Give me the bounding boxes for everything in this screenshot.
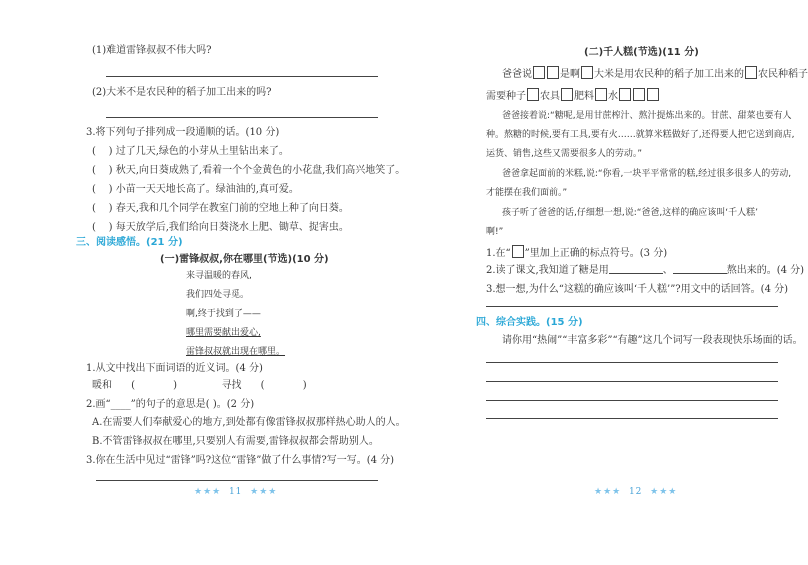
paren-close: ) [108,146,113,157]
punctuation-box[interactable] [533,66,545,79]
stars-decoration: ★★★ [194,487,222,497]
punctuation-box[interactable] [633,88,645,101]
answer-line[interactable] [96,480,378,481]
order-item [92,164,405,177]
order-item [92,145,289,158]
page-number: ★★★ 11 ★★★ [194,487,278,497]
fill-blank[interactable] [609,273,663,274]
punctuation-box[interactable] [581,66,593,79]
passage-2-line: 种。熬糖的时候,要有工具,要有火……就算米糕做好了,还得要人把它送到商店, [486,130,795,140]
poem-line: 啊,终于找到了—— [186,309,261,319]
option-b: B.不管雷锋叔叔在哪里,只要别人有需要,雷锋叔叔都会帮助别人。 [92,436,379,447]
poem-line: 我们四处寻觅。 [186,290,250,300]
reading-question-3: 3.想一想,为什么“这糕的确应该叫‘千人糕’”?用文中的话回答。(4 分) [486,284,789,295]
answer-line[interactable] [486,418,778,419]
paren-close: ) [108,222,113,233]
page-number: ★★★ 12 ★★★ [594,487,678,497]
synonym-row: 暖和 ( ) 寻找 ( ) [92,380,307,391]
fill-blank[interactable] [673,273,727,274]
order-item [92,183,299,196]
answer-line[interactable] [486,362,778,363]
answer-line[interactable] [106,117,378,118]
order-item [92,202,349,215]
paren-open: ( [92,184,96,195]
punctuation-box[interactable] [595,88,607,101]
poem-line-underlined: 哪里需要献出爱心, [186,328,261,338]
paren-open: ( [92,222,96,233]
punctuation-box[interactable] [527,88,539,101]
stars-decoration: ★★★ [650,487,678,497]
reading-question-2: 2.读了课文,我知道了糖是用 、 熬出来的。(4 分) [486,265,805,276]
order-item-text: 小苗一天天地长高了。绿油油的,真可爱。 [115,184,299,195]
passage-2-line: 孩子听了爸爸的话,仔细想一想,说:“爸爸,这样的确应该叫‘千人糕’ [502,208,759,218]
passage-2-line: 啊!” [486,227,504,237]
practice-prompt: 请你用“热闹”“丰富多彩”“有趣”这几个词写一段表现快乐场面的话。 [502,335,803,346]
order-item-text: 每天放学后,我们给向日葵浇水上肥、锄草、捉害虫。 [115,222,349,233]
passage-2-line: 需要种子 农具 肥料 水 [486,88,660,103]
punctuation-box[interactable] [647,88,659,101]
punctuation-box[interactable] [619,88,631,101]
question-1-1: (1)难道雷锋叔叔不伟大吗? [92,45,212,56]
passage-1-title: (一)雷锋叔叔,你在哪里(节选)(10 分) [160,254,329,265]
poem-line: 来寻温暖的春风, [186,271,252,281]
answer-line[interactable] [486,400,778,401]
passage-2-line: 爸爸接着说:“糖呢,是用甘蔗榨汁、熬汁提炼出来的。甘蔗、甜菜也要有人 [502,111,792,121]
order-item-text: 秋天,向日葵成熟了,看着一个个金黄色的小花盘,我们高兴地笑了。 [115,165,406,176]
word: 暖和 [92,380,112,391]
poem-line-underlined: 雷锋叔叔就出现在哪里。 [186,347,286,357]
reading-question-3: 3.你在生活中见过“雷锋”吗?这位“雷锋”做了什么事情?写一写。(4 分) [86,455,395,466]
paren-open: ( [92,203,96,214]
question-3: 3.将下列句子排列成一段通顺的话。(10 分) [86,127,280,138]
reading-question-1: 1.在“ ”里加上正确的标点符号。(3 分) [486,245,667,260]
reading-question-2: 2.画“____”的句子的意思是( )。(2 分) [86,399,255,410]
passage-2-title: (二)千人糕(节选)(11 分) [584,47,699,58]
paren-close: ) [108,203,113,214]
word: 寻找 [221,380,242,391]
section-3-heading: 三、阅读感悟。(21 分) [76,237,183,248]
question-1-2: (2)大米不是农民种的稻子加工出来的吗? [92,87,272,98]
paren-open: ( [92,165,96,176]
right-page [400,0,808,565]
passage-2-line: 运货、销售,这些又需要很多人的劳动。” [486,149,643,159]
paren-close: ) [108,165,113,176]
box-symbol [512,245,524,258]
punctuation-box[interactable] [561,88,573,101]
order-item [92,221,349,234]
option-a: A.在需要人们奉献爱心的地方,到处都有像雷锋叔叔那样热心助人的人。 [92,417,406,428]
paren-open: ( [92,146,96,157]
stars-decoration: ★★★ [250,487,278,497]
reading-question-1: 1.从文中找出下面词语的近义词。(4 分) [86,363,263,374]
passage-2-line: 才能摆在我们面前。” [486,188,568,198]
order-item-text: 过了几天,绿色的小芽从土里钻出来了。 [115,146,289,157]
paren-close: ) [108,184,113,195]
punctuation-box[interactable] [745,66,757,79]
passage-2-line: 爸爸拿起面前的米糕,说:“你看,一块平平常常的糕,经过很多很多人的劳动, [502,169,792,179]
answer-line[interactable] [486,381,778,382]
answer-line[interactable] [106,76,378,77]
section-4-heading: 四、综合实践。(15 分) [476,317,583,328]
stars-decoration: ★★★ [594,487,622,497]
answer-line[interactable] [486,306,778,307]
passage-2-line: 爸爸说 是啊 大米是用农民种的稻子加工出来的 农民种稻子 [502,66,808,81]
punctuation-box[interactable] [547,66,559,79]
order-item-text: 春天,我和几个同学在教室门前的空地上种了向日葵。 [115,203,349,214]
